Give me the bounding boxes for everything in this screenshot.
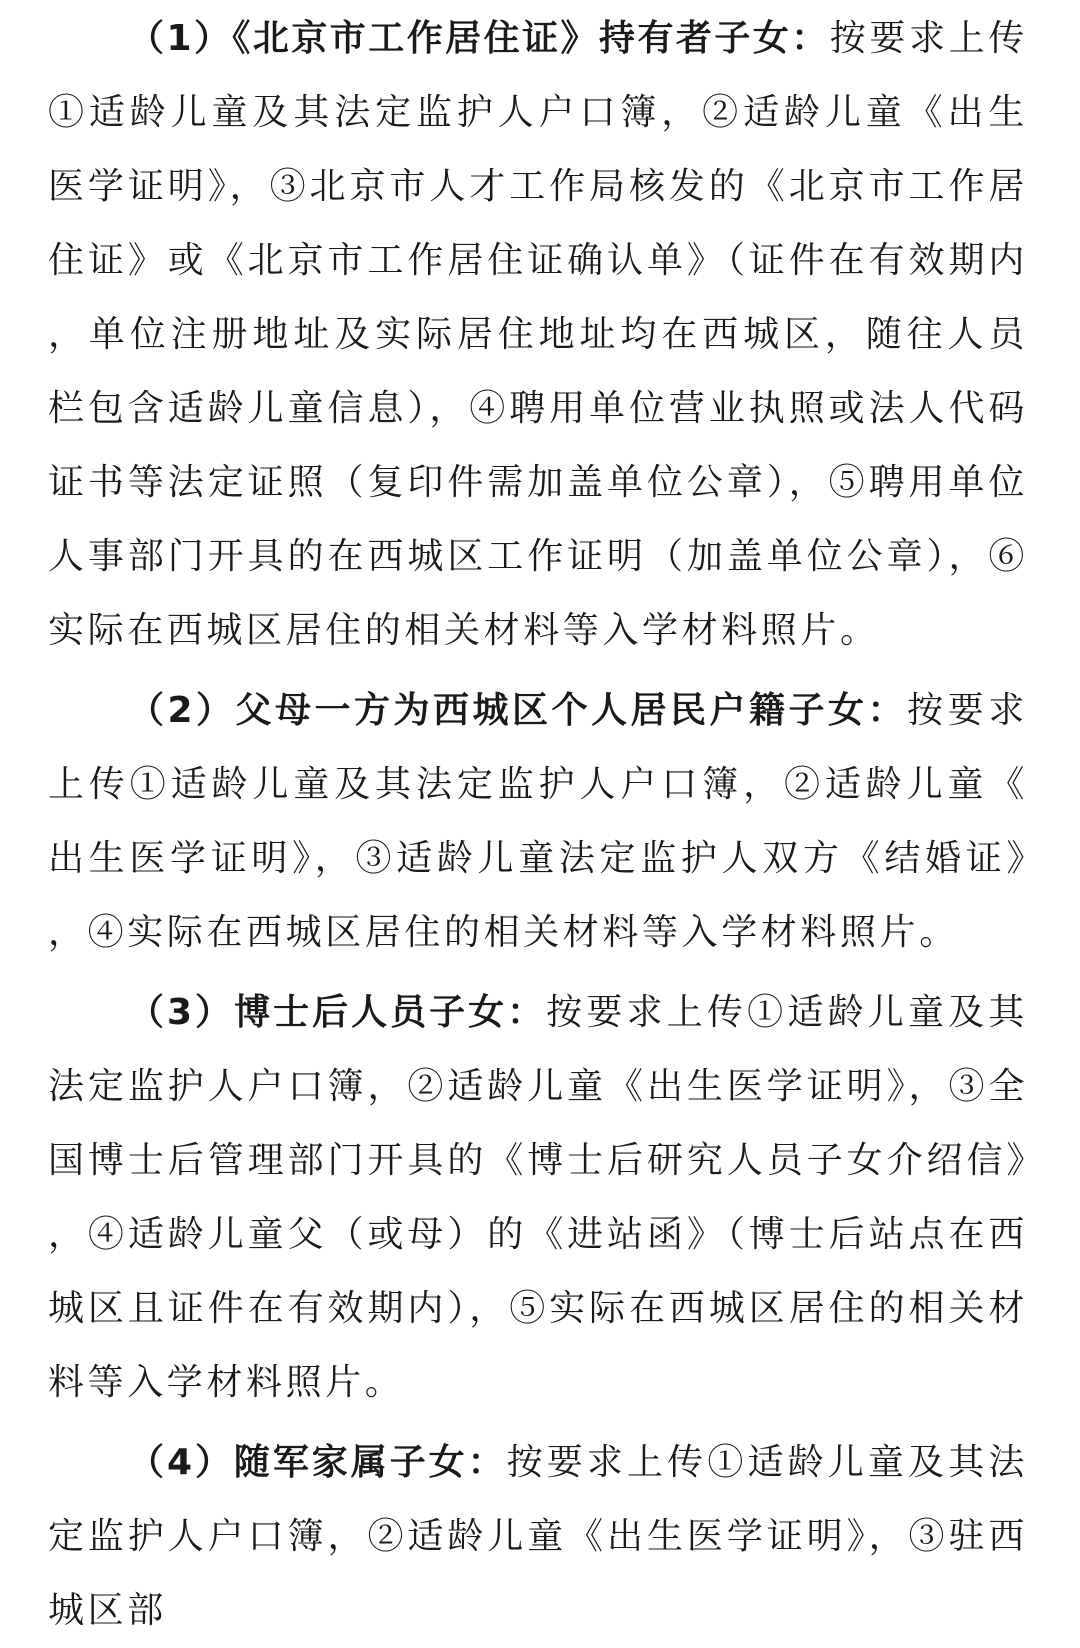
paragraph-body: 按要求上传①适龄儿童及其法定监护人户口簿，②适龄儿童《出生医学证明》，③适龄儿童法定监护人双方《结婚证》，④实际在西城区居住的相关材料等入学材料照片。 [48, 690, 1028, 953]
document-page [48, 2, 1028, 1648]
paragraph-heading: （3）博士后人员子女： [128, 992, 547, 1033]
paragraph-xicheng-household [48, 674, 1028, 970]
paragraph-military-family [48, 1426, 1028, 1648]
paragraph-postdoc [48, 976, 1028, 1420]
paragraph-heading: （1）《北京市工作居住证》持有者子女： [128, 18, 830, 59]
paragraph-body: 按要求上传①适龄儿童及其法定监护人户口簿，②适龄儿童《出生医学证明》，③驻西城区部 [48, 1442, 1028, 1631]
paragraph-work-residence-permit [48, 2, 1028, 668]
paragraph-body: 按要求上传①适龄儿童及其法定监护人户口簿，②适龄儿童《出生医学证明》，③全国博士后管理部门开具的《博士后研究人员子女介绍信》，④适龄儿童父（或母）的《进站函》（博士后站点在西城区且证件在有效期内），⑤实际在西城区居住的相关材料等入学材料照片。 [48, 992, 1028, 1403]
paragraph-heading: （2）父母一方为西城区个人居民户籍子女： [128, 690, 907, 731]
paragraph-body: 按要求上传①适龄儿童及其法定监护人户口簿，②适龄儿童《出生医学证明》，③北京市人才工作局核发的《北京市工作居住证》或《北京市工作居住证确认单》（证件在有效期内，单位注册地址及实际居住地址均在西城区，随往人员栏包含适龄儿童信息），④聘用单位营业执照或法人代码证书等法定证照（复印件需加盖单位公章），⑤聘用单位人事部门开具的在西城区工作证明（加盖单位公章），⑥实际在西城区居住的相关材料等入学材料照片。 [48, 18, 1028, 651]
paragraph-heading: （4）随军家属子女： [128, 1442, 507, 1483]
